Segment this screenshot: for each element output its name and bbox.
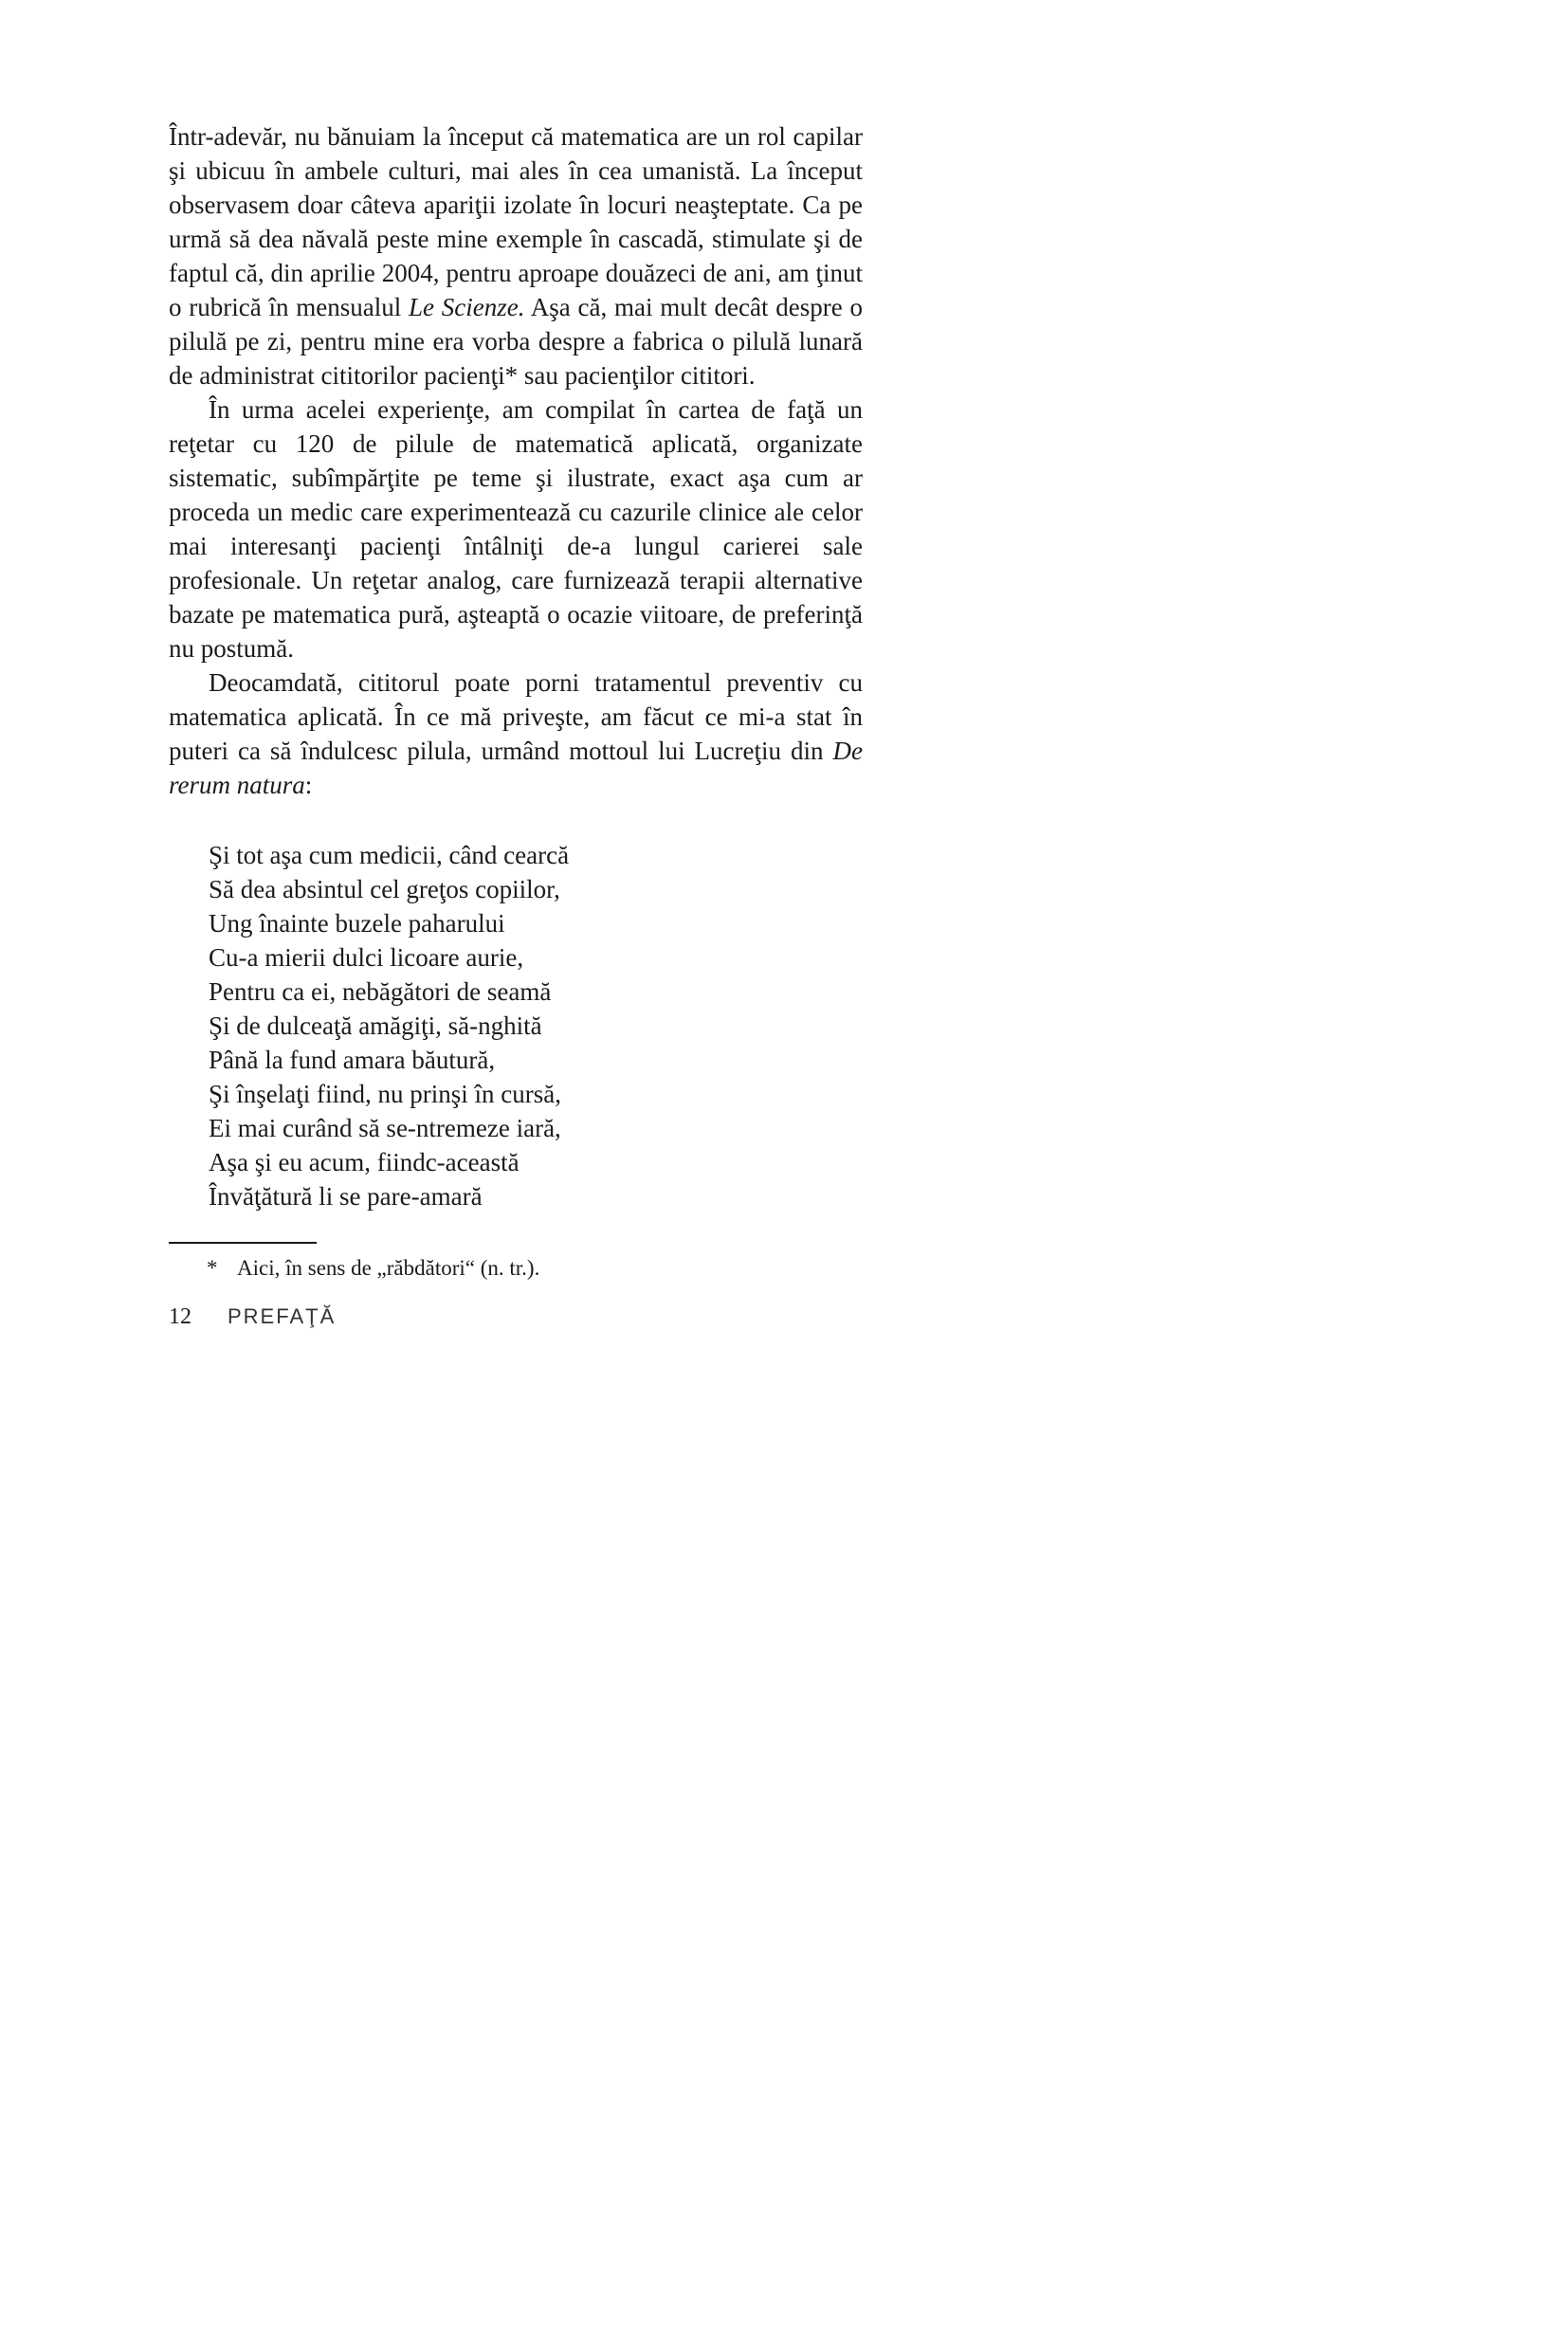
page-footer: [169, 1304, 336, 1330]
paragraph: [169, 392, 863, 665]
poem-line: Şi înşelaţi fiind, nu prinşi în cursă,: [209, 1080, 561, 1108]
poem-line: Şi tot aşa cum medicii, când cearcă: [209, 841, 570, 869]
poem-line: Şi de dulceaţă amăgiţi, să-nghită: [209, 1011, 542, 1040]
poem-line: Învăţătură li se pare-amară: [209, 1182, 483, 1211]
italic-text: Le Scienze.: [409, 293, 525, 321]
paragraph: [169, 119, 863, 392]
text-segment: În urma acelei experienţe, am compilat în cartea de faţă un reţetar cu 120 de pilule de matematică aplicată, organizate sistematic, subîmpărţite pe teme şi ilustrate, exact aşa cum ar proceda un medic care experimentează cu cazurile clinice ale celor mai interesanţi pacienţi întâlniţi de-a lungul carierei sale profesionale. Un reţetar analog, care furnizează terapii alternative bazate pe matematica pură, aşteaptă o ocazie viitoare, de preferinţă nu postumă.: [169, 395, 863, 663]
footnote-text: Aici, în sens de „răbdători“ (n. tr.).: [237, 1256, 540, 1280]
running-footer-title: PREFAŢĂ: [228, 1304, 337, 1328]
poem-line: Să dea absintul cel greţos copiilor,: [209, 875, 560, 903]
footnote-marker: *: [207, 1256, 218, 1280]
page-number: 12: [169, 1304, 191, 1329]
poem-line: Până la fund amara băutură,: [209, 1046, 496, 1074]
poem-line: Ei mai curând să se-ntremeze iară,: [209, 1114, 561, 1142]
footnote-divider: [169, 1242, 317, 1244]
poem-line: Aşa şi eu acum, fiindc-această: [209, 1148, 520, 1176]
text-segment: Într-adevăr, nu bănuiam la început că matematica are un rol capilar şi ubicuu în ambele culturi, mai ales în cea umanistă. La început observasem doar câteva apariţii izolate în locuri neaşteptate. Ca pe urmă să dea năvală peste mine exemple în cascadă, stimulate şi de faptul că, din aprilie 2004, pentru aproape douăzeci de ani, am ţinut o rubrică în mensualul: [169, 122, 863, 321]
text-segment: :: [304, 771, 313, 799]
poem-line: Cu-a mierii dulci licoare aurie,: [209, 943, 524, 972]
italic-text: De rerum natura: [169, 737, 863, 799]
poem-line: Pentru ca ei, nebăgători de seamă: [209, 977, 552, 1006]
paragraph: [169, 665, 863, 802]
poem-block: [169, 838, 863, 1213]
text-segment: Deocamdată, cititorul poate porni tratamentul preventiv cu matematica aplicată. În ce mă priveşte, am făcut ce mi-a stat în puteri ca să îndulcesc pilula, urmând mottoul lui Lucreţiu din: [169, 668, 863, 765]
poem-line: Ung înainte buzele paharului: [209, 909, 505, 938]
text-segment: Aşa că, mai mult decât despre o pilulă pe zi, pentru mine era vorba despre a fabrica o pilulă lunară de administrat cititorilor pacienţi* sau pacienţilor cititori.: [169, 293, 863, 390]
footnote: [169, 1255, 863, 1282]
text-block: [169, 119, 863, 1282]
